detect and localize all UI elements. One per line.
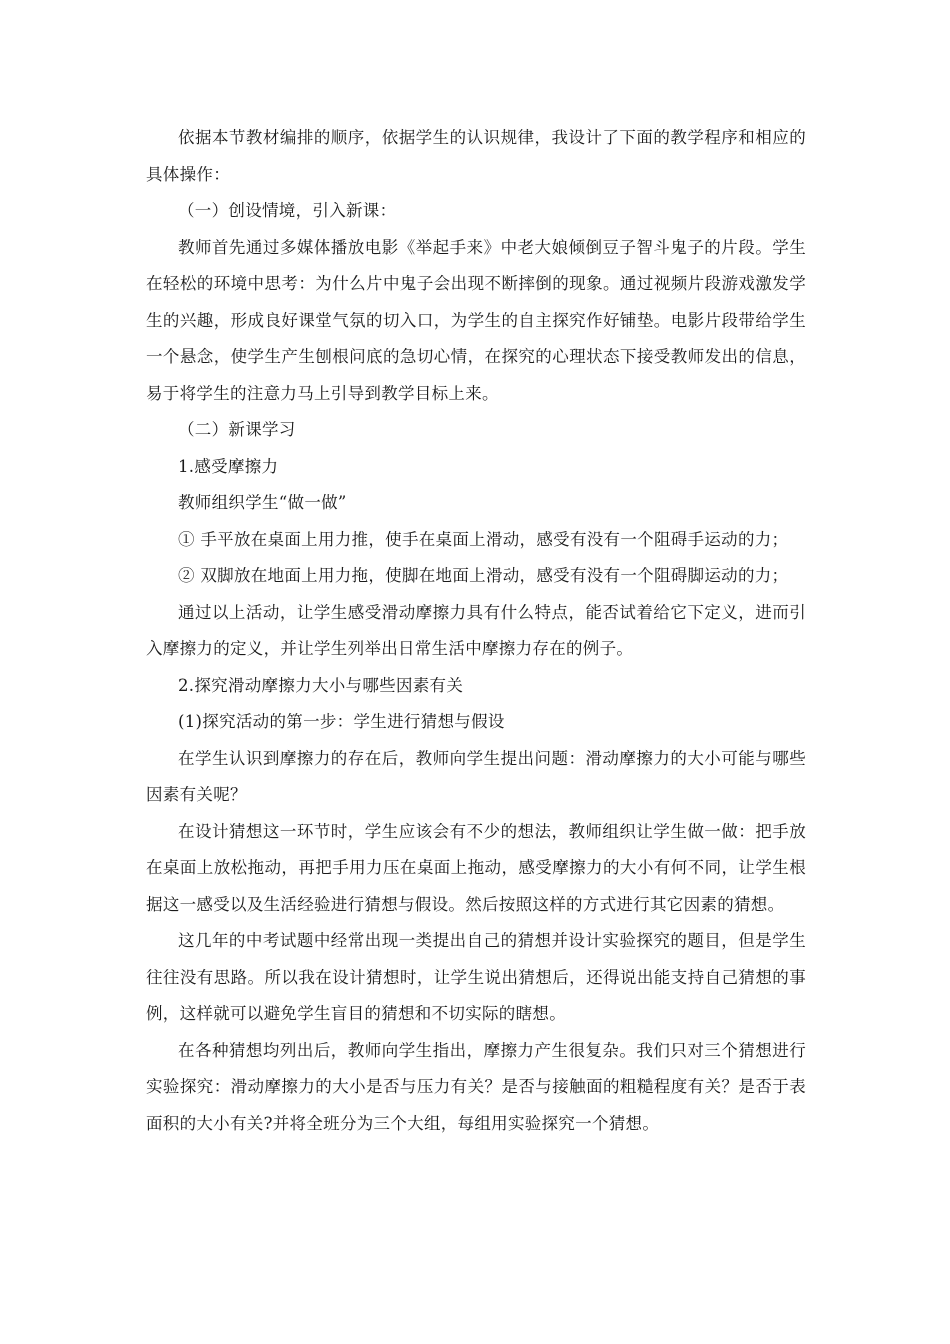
section-heading-2: （二）新课学习 [178,420,296,439]
paragraph-define-friction: 通过以上活动，让学生感受滑动摩擦力具有什么特点，能否试着给它下定义，进而引入摩擦力的定义，并让学生列举出日常生活中摩擦力存在的例子。 [146,602,806,658]
paragraph-guess-design: 在设计猜想这一环节时，学生应该会有不少的想法，教师组织让学生做一做：把手放在桌面上放松拖动，再把手用力压在桌面上拖动，感受摩擦力的大小有何不同，让学生根据这一感受以及生活经验进行猜想与假设。然后按照这样的方式进行其它因素的猜想。 [146,821,806,914]
paragraph-video-intro: 教师首先通过多媒体播放电影《举起手来》中老大娘倾倒豆子智斗鬼子的片段。学生在轻松的环境中思考：为什么片中鬼子会出现不断摔倒的现象。通过视频片段游戏激发学生的兴趣，形成良好课堂气氛的切入口，为学生的自主探究作好铺垫。电影片段带给学生一个悬念，使学生产生刨根问底的急切心情，在探究的心理状态下接受教师发出的信息，易于将学生的注意力马上引导到教学目标上来。 [146,237,806,403]
list-item-foot: ② 双脚放在地面上用力拖，使脚在地面上滑动，感受有没有一个阻碍脚运动的力； [178,566,789,585]
document-body [146,120,806,1142]
subheading-step-one: (1)探究活动的第一步：学生进行猜想与假设 [178,712,505,731]
paragraph-exam-note: 这几年的中考试题中经常出现一类提出自己的猜想并设计实验探究的题目，但是学生往往没有思路。所以我在设计猜想时，让学生说出猜想后，还得说出能支持自己猜想的事例，这样就可以避免学生盲目的猜想和不切实际的瞎想。 [146,931,806,1023]
paragraph-three-guesses: 在各种猜想均列出后，教师向学生指出，摩擦力产生很复杂。我们只对三个猜想进行实验探究：滑动摩擦力的大小是否与压力有关？是否与接触面的粗糙程度有关？是否于表面积的大小有关?并将全班分为三个大组，每组用实验探究一个猜想。 [146,1040,806,1133]
subheading-feel-friction: 1.感受摩擦力 [178,456,279,476]
list-item-hand: ① 手平放在桌面上用力推，使手在桌面上滑动，感受有没有一个阻碍手运动的力； [178,529,789,549]
subheading-explore-factors: 2.探究滑动摩擦力大小与哪些因素有关 [178,675,464,695]
paragraph-question: 在学生认识到摩擦力的存在后，教师向学生提出问题：滑动摩擦力的大小可能与哪些因素有关呢？ [146,748,806,804]
paragraph-intro: 依据本节教材编排的顺序，依据学生的认识规律，我设计了下面的教学程序和相应的具体操作： [146,128,806,184]
paragraph-do-it: 教师组织学生“做一做” [178,493,347,512]
section-heading-1: （一）创设情境，引入新课： [178,201,397,220]
